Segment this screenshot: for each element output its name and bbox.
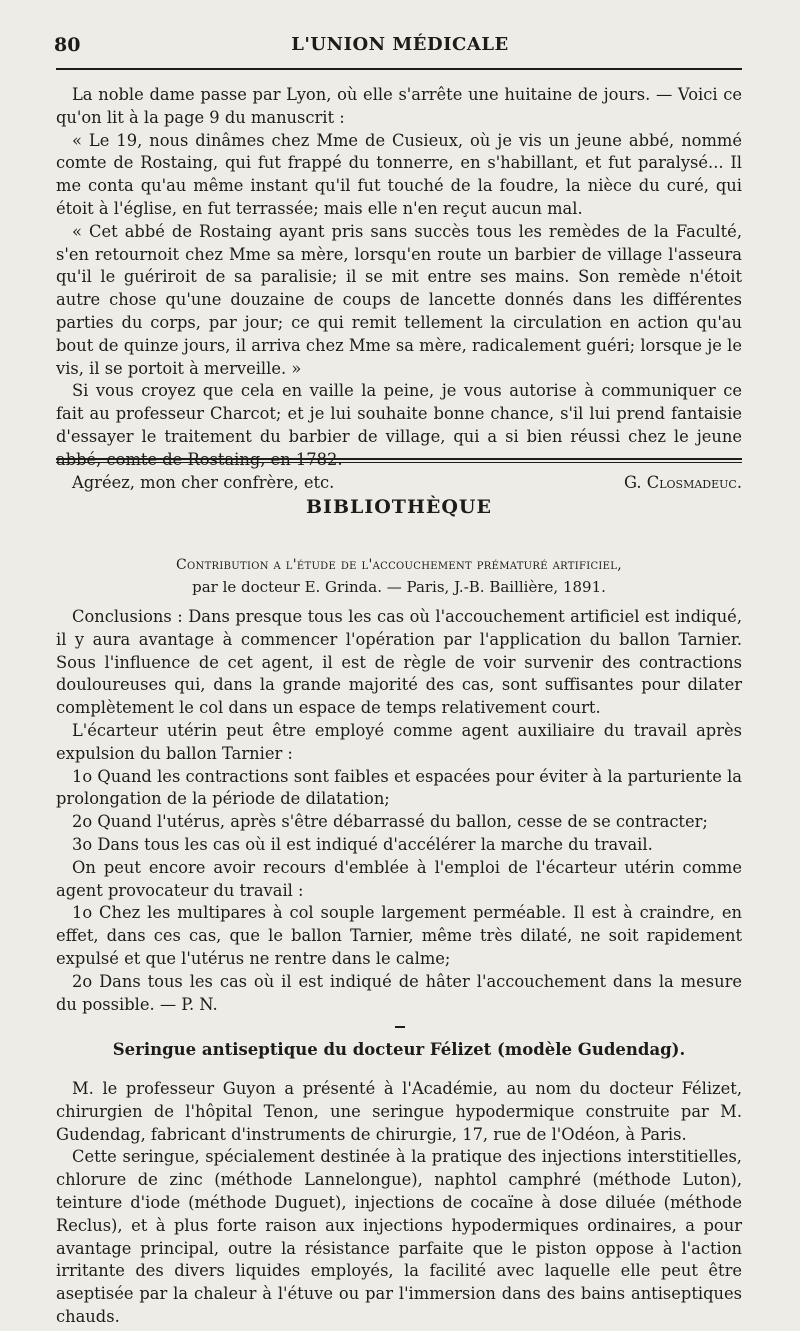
section-separator bbox=[395, 1026, 405, 1028]
review-paragraph: 1o Quand les contractions sont faibles et espacées pour éviter à la parturiente la prolongation de la période de dilatation; bbox=[56, 766, 742, 809]
review-body bbox=[56, 606, 742, 1016]
header-rule bbox=[56, 68, 742, 70]
article-body bbox=[56, 1078, 742, 1329]
section-double-rule-bottom bbox=[56, 462, 742, 463]
section-double-rule-top bbox=[56, 458, 742, 460]
review-paragraph: 2o Quand l'utérus, après s'être débarrassé du ballon, cesse de se contracter; bbox=[72, 812, 708, 832]
page-header bbox=[54, 34, 746, 64]
journal-title: L'UNION MÉDICALE bbox=[291, 34, 509, 55]
review-paragraph: L'écarteur utérin peut être employé comme agent auxiliaire du travail après expulsion du ballon Tarnier : bbox=[56, 720, 742, 763]
article-paragraph: M. le professeur Guyon a présenté à l'Académie, au nom du docteur Félizet, chirurgien de l'hôpital Tenon, une seringue hypodermique construite par M. Gudendag, fabricant d'instruments de chirurgie, 17, rue de l'Odéon, à Paris. bbox=[56, 1079, 742, 1144]
letter-paragraph: « Cet abbé de Rostaing ayant pris sans succès tous les remèdes de la Faculté, s'en retournoit chez Mme sa mère, lorsqu'en route un barbier de village l'asseura qu'il le guériroit de sa paralisie; il se mit entre ses mains. Son remède n'étoit autre chose qu'une douzaine de coups de lancette donnés dans les différentes parties du corps, par jour; ce qui remit tellement la circulation en action qu'au bout de quinze jours, il arriva chez Mme sa mère, radicalement guéri; lorsque je le vis, il se portoit à merveille. » bbox=[56, 221, 742, 378]
article-paragraph: Cette seringue, spécialement destinée à la pratique des injections interstitielles, chlorure de zinc (méthode Lannelongue), naphtol camphré (méthode Luton), teinture d'iode (méthode Duguet), injections de cocaïne à dose diluée (méthode Reclus), et à plus forte raison aux injections hypodermiques ordinaires, a pour avantage principal, outre la résistance parfaite que le piston oppose à l'action irritante des divers liquides employés, la facilité avec laquelle elle peut être aseptisée par la chaleur à l'étuve ou par l'immersion dans des bains antiseptiques chauds. bbox=[56, 1147, 742, 1326]
section-title-bibliotheque: BIBLIOTHÈQUE bbox=[306, 496, 492, 518]
letter-paragraph: Si vous croyez que cela en vaille la peine, je vous autorise à communiquer ce fait au professeur Charcot; et je lui souhaite bonne chance, s'il lui prend fantaisie d'essayer le traitement du barbier de village, qui a si bien réussi chez le jeune bbox=[56, 381, 742, 446]
letter-paragraph: La noble dame passe par Lyon, où elle s'arrête une huitaine de jours. — Voici ce qu'on lit à la page 9 du manuscrit : bbox=[56, 85, 742, 127]
review-paragraph: Conclusions : Dans presque tous les cas où l'accouchement artificiel est indiqué, il y aura avantage à commencer l'opération par l'application du ballon Tarnier. Sous l'influence de cet agent, il est de règle de voir survenir des contractions douloureuses qui, dans la grande majorité des cas, sont suffisantes pour dilater complètement le col dans un espace de temps relativement court. bbox=[56, 607, 742, 718]
letter-paragraph: « Le 19, nous dinâmes chez Mme de Cusieux, où je vis un jeune abbé, nommé comte de Rostaing, qui fut frappé du tonnerre, en s'habillant, et fut paralysé... Il me conta qu'au même instant qu'il fut touché de la foudre, la nièce du curé, qui étoit à l'église, en fut terrassée; mais elle n'en reçut aucun mal. bbox=[56, 130, 742, 218]
review-paragraph: On peut encore avoir recours d'emblée à l'emploi de l'écarteur utérin comme agent provocateur du travail : bbox=[56, 857, 742, 900]
review-heading bbox=[56, 554, 742, 598]
review-title: Contribution a l'étude de l'accouchement prématuré artificiel, bbox=[176, 557, 622, 573]
review-author: par le docteur E. Grinda. — Paris, J.-B. Baillière, 1891. bbox=[192, 578, 606, 596]
signature: G. Closmadeuc. bbox=[623, 472, 742, 492]
closing-line bbox=[56, 472, 742, 495]
review-paragraph: 3o Dans tous les cas où il est indiqué d'accélérer la marche du travail. bbox=[72, 834, 653, 854]
letter-section bbox=[56, 84, 742, 494]
page-number: 80 bbox=[54, 34, 81, 56]
review-paragraph: 2o Dans tous les cas où il est indiqué de hâter l'accouchement dans la mesure du possible. — P. N. bbox=[56, 971, 742, 1014]
review-paragraph: 1o Chez les multipares à col souple largement perméable. Il est à craindre, en effet, dans ces cas, que le ballon Tarnier, même très dilaté, ne soit rapidement expulsé et que l'utérus ne rentre dans le calme; bbox=[56, 903, 742, 968]
closing-text: Agréez, mon cher confrère, etc. bbox=[72, 472, 335, 492]
article-title: Seringue antiseptique du docteur Félizet (modèle Gudendag). bbox=[112, 1040, 686, 1059]
